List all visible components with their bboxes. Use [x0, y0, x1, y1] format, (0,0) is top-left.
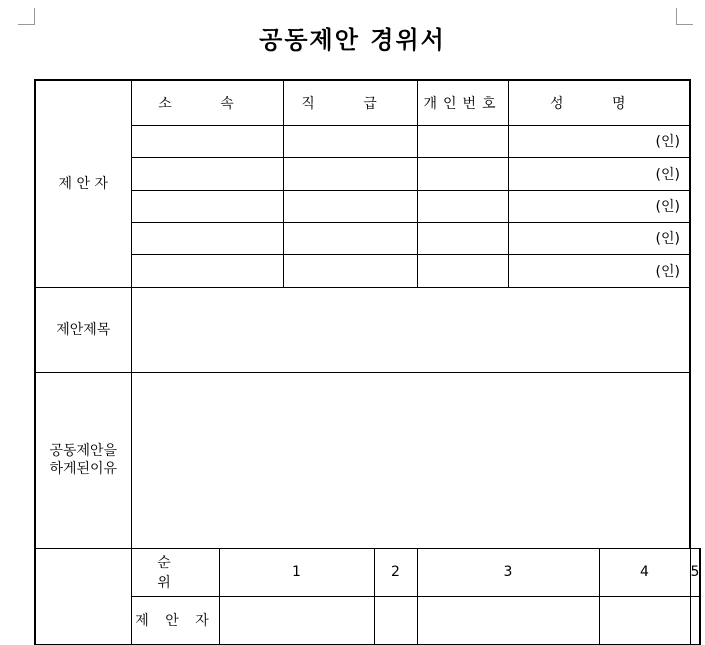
affiliation-cell[interactable] — [131, 157, 283, 190]
proposal-title-field[interactable] — [131, 287, 690, 372]
proposer-row — [35, 222, 700, 254]
name-seal-cell[interactable]: (인) — [508, 125, 690, 157]
rank-row — [35, 548, 700, 596]
rank-2-proposer-cell[interactable] — [374, 596, 417, 644]
proposal-title-label: 제안제목 — [35, 287, 131, 372]
ranking-section-label — [35, 548, 131, 644]
proposer-row — [35, 254, 700, 287]
name-seal-cell[interactable]: (인) — [508, 254, 690, 287]
rank-cell[interactable] — [283, 190, 417, 222]
affiliation-cell[interactable] — [131, 254, 283, 287]
personal-number-cell[interactable] — [417, 125, 508, 157]
joint-proposal-form — [34, 79, 701, 645]
rank-2: 2 — [374, 548, 417, 596]
rank-cell[interactable] — [283, 222, 417, 254]
document-title: 공동제안 경위서 — [259, 26, 446, 54]
personal-number-cell[interactable] — [417, 222, 508, 254]
rank-4-proposer-cell[interactable] — [599, 596, 690, 644]
personal-number-cell[interactable] — [417, 157, 508, 190]
rank-5: 5 — [690, 548, 700, 596]
proposer-row — [35, 157, 700, 190]
proposal-title-row — [35, 287, 700, 372]
rank-5-proposer-cell[interactable] — [690, 596, 700, 644]
rank-3-proposer-cell[interactable] — [417, 596, 599, 644]
rank-cell[interactable] — [283, 157, 417, 190]
proposer-row — [35, 190, 700, 222]
personal-number-cell[interactable] — [417, 254, 508, 287]
rank-3: 3 — [417, 548, 599, 596]
rank-cell[interactable] — [283, 125, 417, 157]
header-name: 성 명 — [508, 80, 690, 125]
joint-reason-label-line1: 공동제안을 — [49, 443, 118, 459]
joint-reason-field[interactable] — [131, 372, 690, 548]
personal-number-cell[interactable] — [417, 190, 508, 222]
joint-reason-label — [35, 372, 131, 548]
rank-cell[interactable] — [283, 254, 417, 287]
joint-reason-row — [35, 372, 700, 548]
name-seal-cell[interactable]: (인) — [508, 190, 690, 222]
proposer-section-label: 제 안 자 — [35, 80, 131, 287]
name-seal-cell[interactable]: (인) — [508, 157, 690, 190]
header-rank: 직 급 — [283, 80, 417, 125]
rank-proposer-label: 제 안 자 — [131, 596, 219, 644]
rank-4: 4 — [599, 548, 690, 596]
proposer-row — [35, 125, 700, 157]
affiliation-cell[interactable] — [131, 190, 283, 222]
affiliation-cell[interactable] — [131, 125, 283, 157]
rank-proposer-row — [35, 596, 700, 644]
proposer-header-row — [35, 80, 700, 125]
header-personal-number: 개인번호 — [417, 80, 508, 125]
joint-reason-label-line2: 하게된이유 — [49, 461, 118, 477]
rank-label: 순 위 — [131, 548, 219, 596]
rank-1-proposer-cell[interactable] — [219, 596, 374, 644]
header-affiliation: 소 속 — [131, 80, 283, 125]
affiliation-cell[interactable] — [131, 222, 283, 254]
rank-1: 1 — [219, 548, 374, 596]
name-seal-cell[interactable]: (인) — [508, 222, 690, 254]
